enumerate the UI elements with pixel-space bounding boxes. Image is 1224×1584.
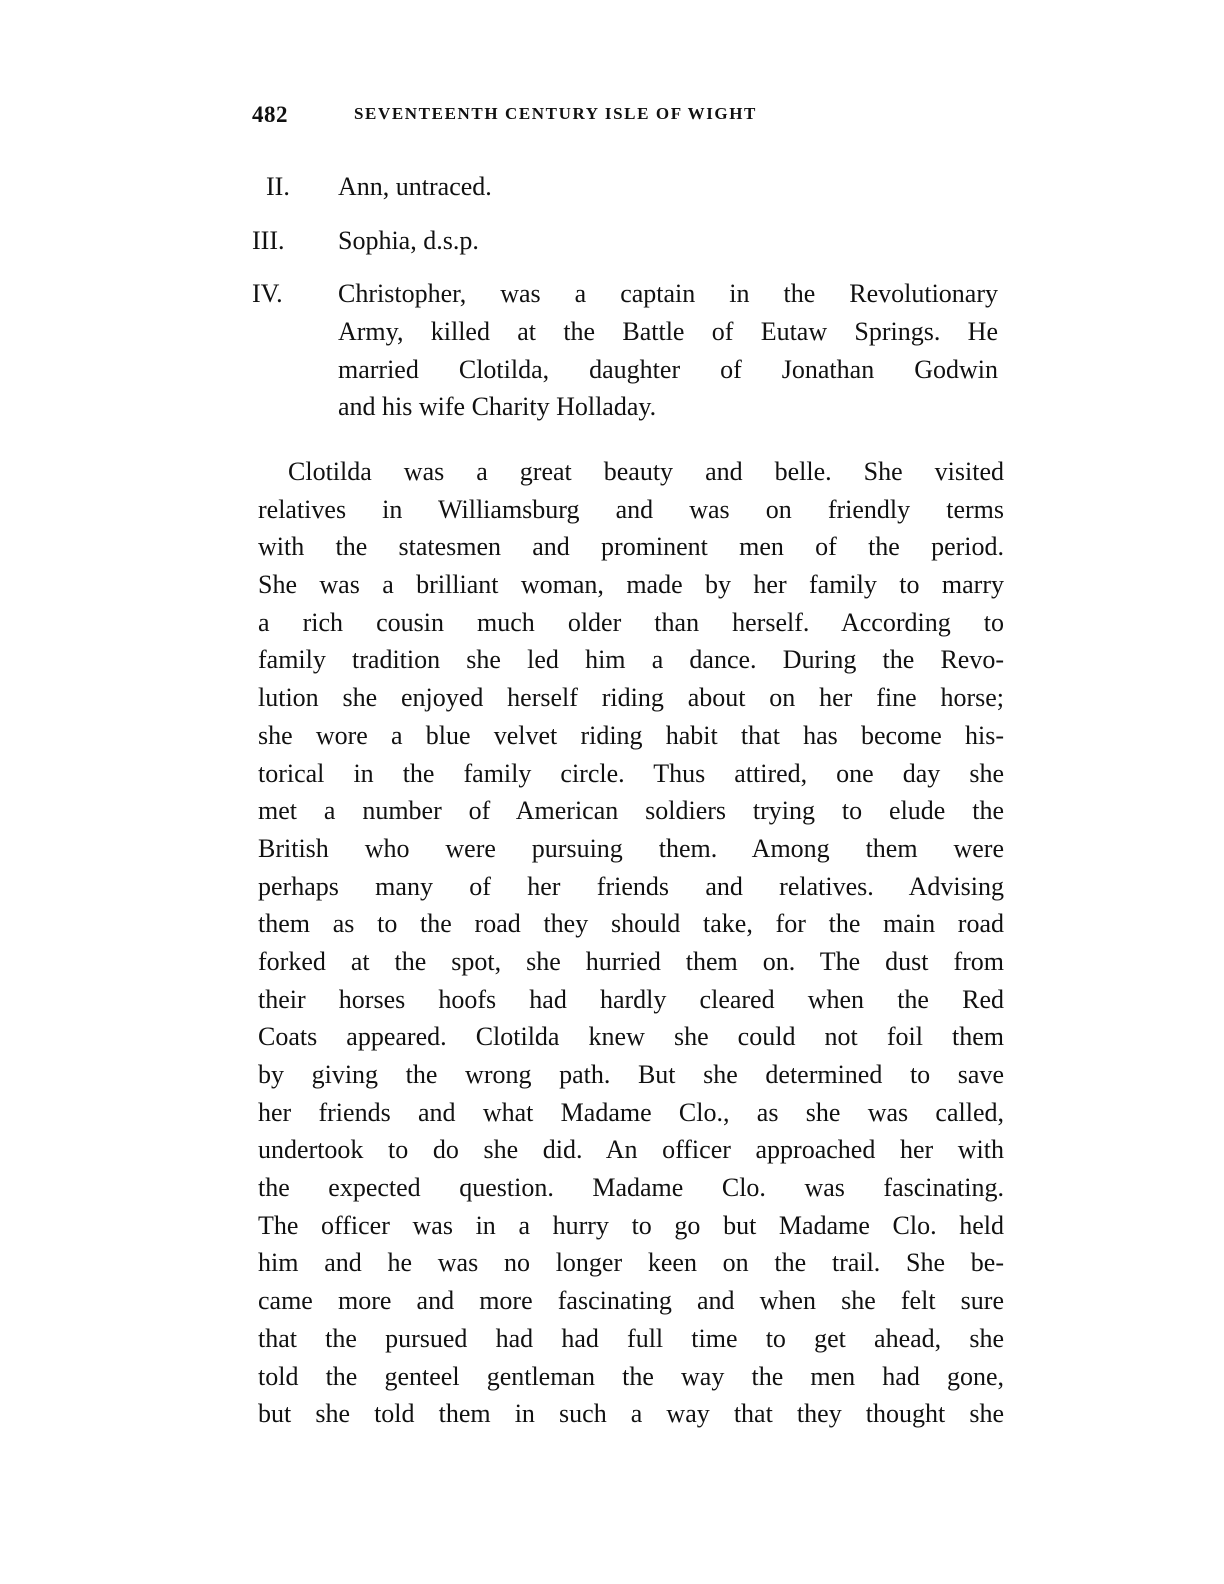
text-line: she wore a blue velvet riding habit that has become his-: [258, 720, 1004, 750]
list-numeral: IV.: [252, 279, 283, 309]
text-line: Christopher, was a captain in the Revolutionary: [338, 279, 998, 309]
text-line: relatives in Williamsburg and was on friendly terms: [258, 494, 1004, 524]
text-line: Coats appeared. Clotilda knew she could not foil them: [258, 1022, 1004, 1052]
list-item-iii: [252, 222, 1002, 260]
text-line: married Clotilda, daughter of Jonathan Godwin: [338, 354, 998, 384]
text-line: and his wife Charity Holladay.: [338, 392, 657, 422]
text-line: Army, killed at the Battle of Eutaw Springs. He: [338, 317, 998, 347]
list-item-text: [338, 275, 998, 426]
text-line: Sophia, d.s.p.: [338, 225, 479, 255]
list-item-iv: [252, 275, 1002, 426]
text-line: family tradition she led him a dance. During the Revo-: [258, 645, 1004, 675]
text-line: undertook to do she did. An officer approached her with: [258, 1135, 1004, 1165]
text-line: Ann, untraced.: [338, 172, 492, 201]
text-line: perhaps many of her friends and relatives. Advising: [258, 871, 1004, 901]
list-item-text: [338, 168, 998, 206]
text-line: the expected question. Madame Clo. was fascinating.: [258, 1173, 1004, 1203]
genealogy-list: [252, 168, 1002, 442]
text-line: but she told them in such a way that they thought she: [258, 1399, 1004, 1429]
text-line: forked at the spot, she hurried them on. The dust from: [258, 946, 1004, 976]
text-line: their horses hoofs had hardly cleared when the Red: [258, 984, 1004, 1014]
text-line: told the genteel gentleman the way the men had gone,: [258, 1361, 1004, 1391]
running-head: [252, 102, 874, 132]
text-line: her friends and what Madame Clo., as she was called,: [258, 1097, 1004, 1127]
list-numeral: III.: [252, 225, 285, 255]
text-line: by giving the wrong path. But she determined to save: [258, 1060, 1004, 1089]
text-line: them as to the road they should take, for the main road: [258, 909, 1004, 939]
body-paragraph: [258, 453, 1004, 1433]
text-line: came more and more fascinating and when she felt sure: [258, 1286, 1004, 1316]
list-item-text: [338, 222, 998, 260]
text-line: Clotilda was a great beauty and belle. She visited: [288, 457, 1004, 486]
page-number: 482: [252, 102, 288, 127]
text-line: She was a brilliant woman, made by her family to marry: [258, 570, 1004, 600]
list-numeral: II.: [266, 172, 290, 201]
text-line: torical in the family circle. Thus attired, one day she: [258, 758, 1004, 788]
text-line: The officer was in a hurry to go but Madame Clo. held: [258, 1210, 1004, 1240]
running-title: SEVENTEENTH CENTURY ISLE OF WIGHT: [354, 104, 757, 123]
text-line: lution she enjoyed herself riding about on her fine horse;: [258, 683, 1004, 713]
text-line: that the pursued had had full time to get ahead, she: [258, 1323, 1004, 1353]
text-line: British who were pursuing them. Among them were: [258, 833, 1004, 863]
text-line: a rich cousin much older than herself. According to: [258, 607, 1004, 637]
text-line: met a number of American soldiers trying to elude the: [258, 796, 1004, 826]
list-item-ii: [252, 168, 1002, 206]
text-line: with the statesmen and prominent men of the period.: [258, 532, 1004, 562]
text-line: him and he was no longer keen on the trail. She be-: [258, 1248, 1004, 1278]
